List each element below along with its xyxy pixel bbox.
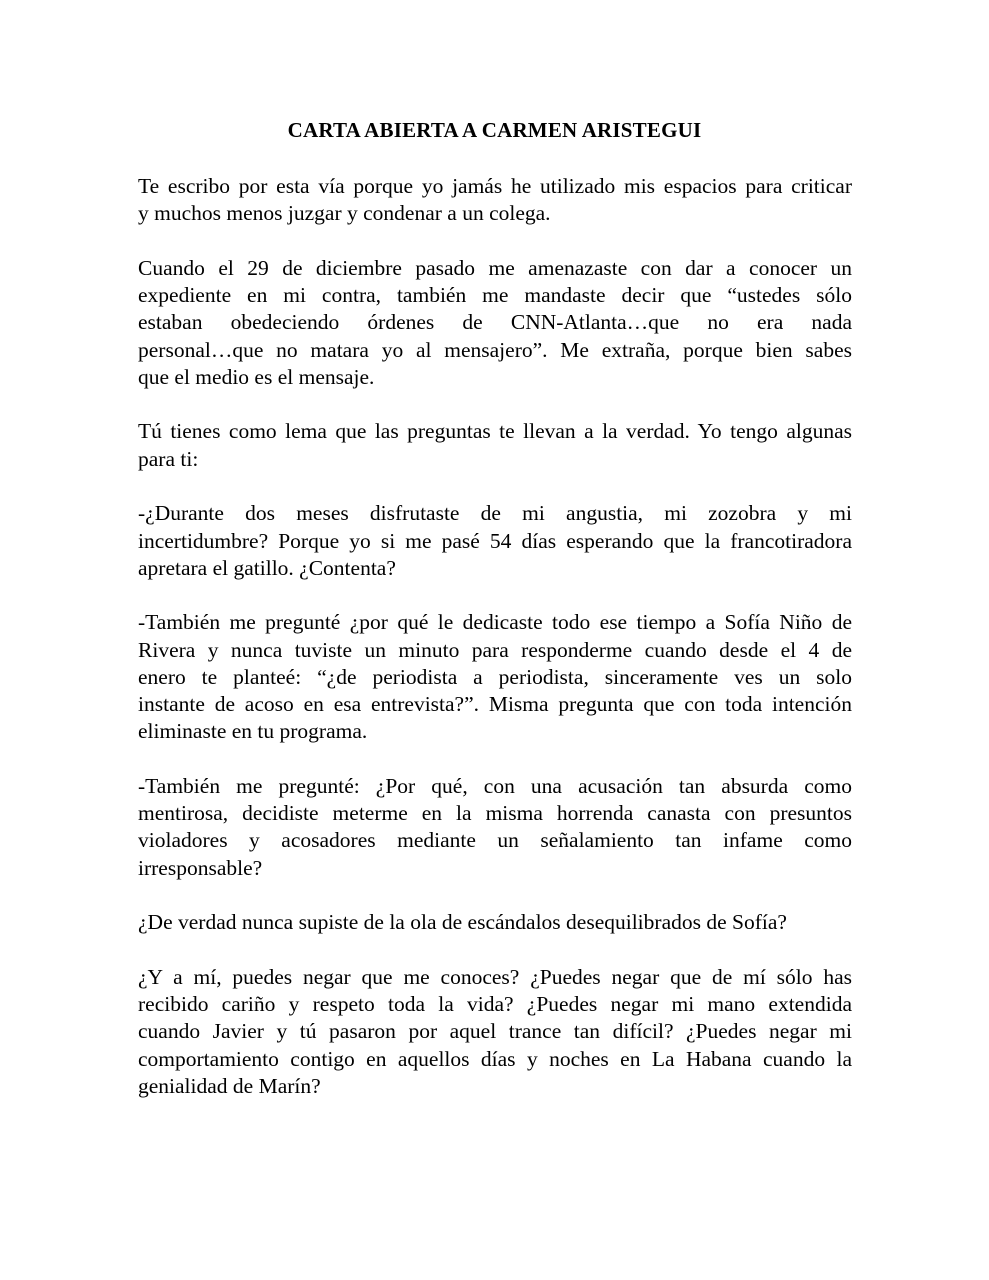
paragraph-line: irresponsable?: [138, 855, 263, 880]
letter-title: CARTA ABIERTA A CARMEN ARISTEGUI: [287, 118, 702, 142]
paragraph-line: y muchos menos juzgar y condenar a un colega.: [138, 201, 551, 226]
paragraph-line: eliminaste en tu programa.: [138, 719, 368, 744]
paragraph-question-1: [138, 500, 852, 582]
paragraph-line: genialidad de Marín?: [138, 1073, 321, 1098]
paragraph-line: cuando Javier y tú pasaron por aquel trance tan difícil? ¿Puedes negar mi: [138, 1019, 852, 1044]
paragraph-question-4: [138, 909, 852, 936]
paragraph-line: -¿Durante dos meses disfrutaste de mi angustia, mi zozobra y mi: [138, 501, 852, 526]
paragraph-line: Tú tienes como lema que las preguntas te llevan a la verdad. Yo tengo algunas: [138, 419, 852, 444]
paragraph-line: -También me pregunté ¿por qué le dedicaste todo ese tiempo a Sofía Niño de: [138, 610, 852, 635]
paragraph-question-3: [138, 773, 852, 882]
paragraph-line: para ti:: [138, 446, 199, 471]
paragraph-line: expediente en mi contra, también me mandaste decir que “ustedes sólo: [138, 283, 852, 308]
paragraph-motto: [138, 418, 852, 472]
paragraph-line: personal…que no matara yo al mensajero”. Me extraña, porque bien sabes: [138, 337, 852, 362]
paragraph-line: apretara el gatillo. ¿Contenta?: [138, 555, 396, 580]
paragraph-line: comportamiento contigo en aquellos días y noches en La Habana cuando la: [138, 1046, 852, 1071]
paragraph-line: Te escribo por esta vía porque yo jamás he utilizado mis espacios para criticar: [138, 174, 852, 198]
paragraph-line: ¿De verdad nunca supiste de la ola de escándalos desequilibrados de Sofía?: [138, 910, 787, 935]
paragraph-line: ¿Y a mí, puedes negar que me conoces? ¿Puedes negar que de mí sólo has: [138, 964, 852, 989]
letter-body: [138, 173, 852, 1127]
paragraph-line: violadores y acosadores mediante un señalamiento tan infame como: [138, 828, 852, 853]
paragraph-line: Cuando el 29 de diciembre pasado me amenazaste con dar a conocer un: [138, 255, 852, 280]
paragraph-threat: [138, 255, 852, 391]
paragraph-question-5: [138, 964, 852, 1100]
paragraph-line: estaban obedeciendo órdenes de CNN-Atlanta…que no era nada: [138, 310, 852, 335]
paragraph-line: incertidumbre? Porque yo si me pasé 54 días esperando que la francotiradora: [138, 528, 852, 553]
paragraph-line: instante de acoso en esa entrevista?”. Misma pregunta que con toda intención: [138, 692, 852, 717]
paragraph-line: Rivera y nunca tuviste un minuto para responderme cuando desde el 4 de: [138, 637, 852, 662]
paragraph-line: -También me pregunté: ¿Por qué, con una acusación tan absurda como: [138, 773, 852, 798]
paragraph-line: recibido cariño y respeto toda la vida? ¿Puedes negar mi mano extendida: [138, 992, 852, 1017]
paragraph-line: mentirosa, decidiste meterme en la misma horrenda canasta con presuntos: [138, 801, 852, 826]
paragraph-question-2: [138, 609, 852, 745]
paragraph-intro: [138, 173, 852, 227]
paragraph-line: enero te planteé: “¿de periodista a periodista, sinceramente ves un solo: [138, 664, 852, 689]
paragraph-line: que el medio es el mensaje.: [138, 364, 375, 389]
